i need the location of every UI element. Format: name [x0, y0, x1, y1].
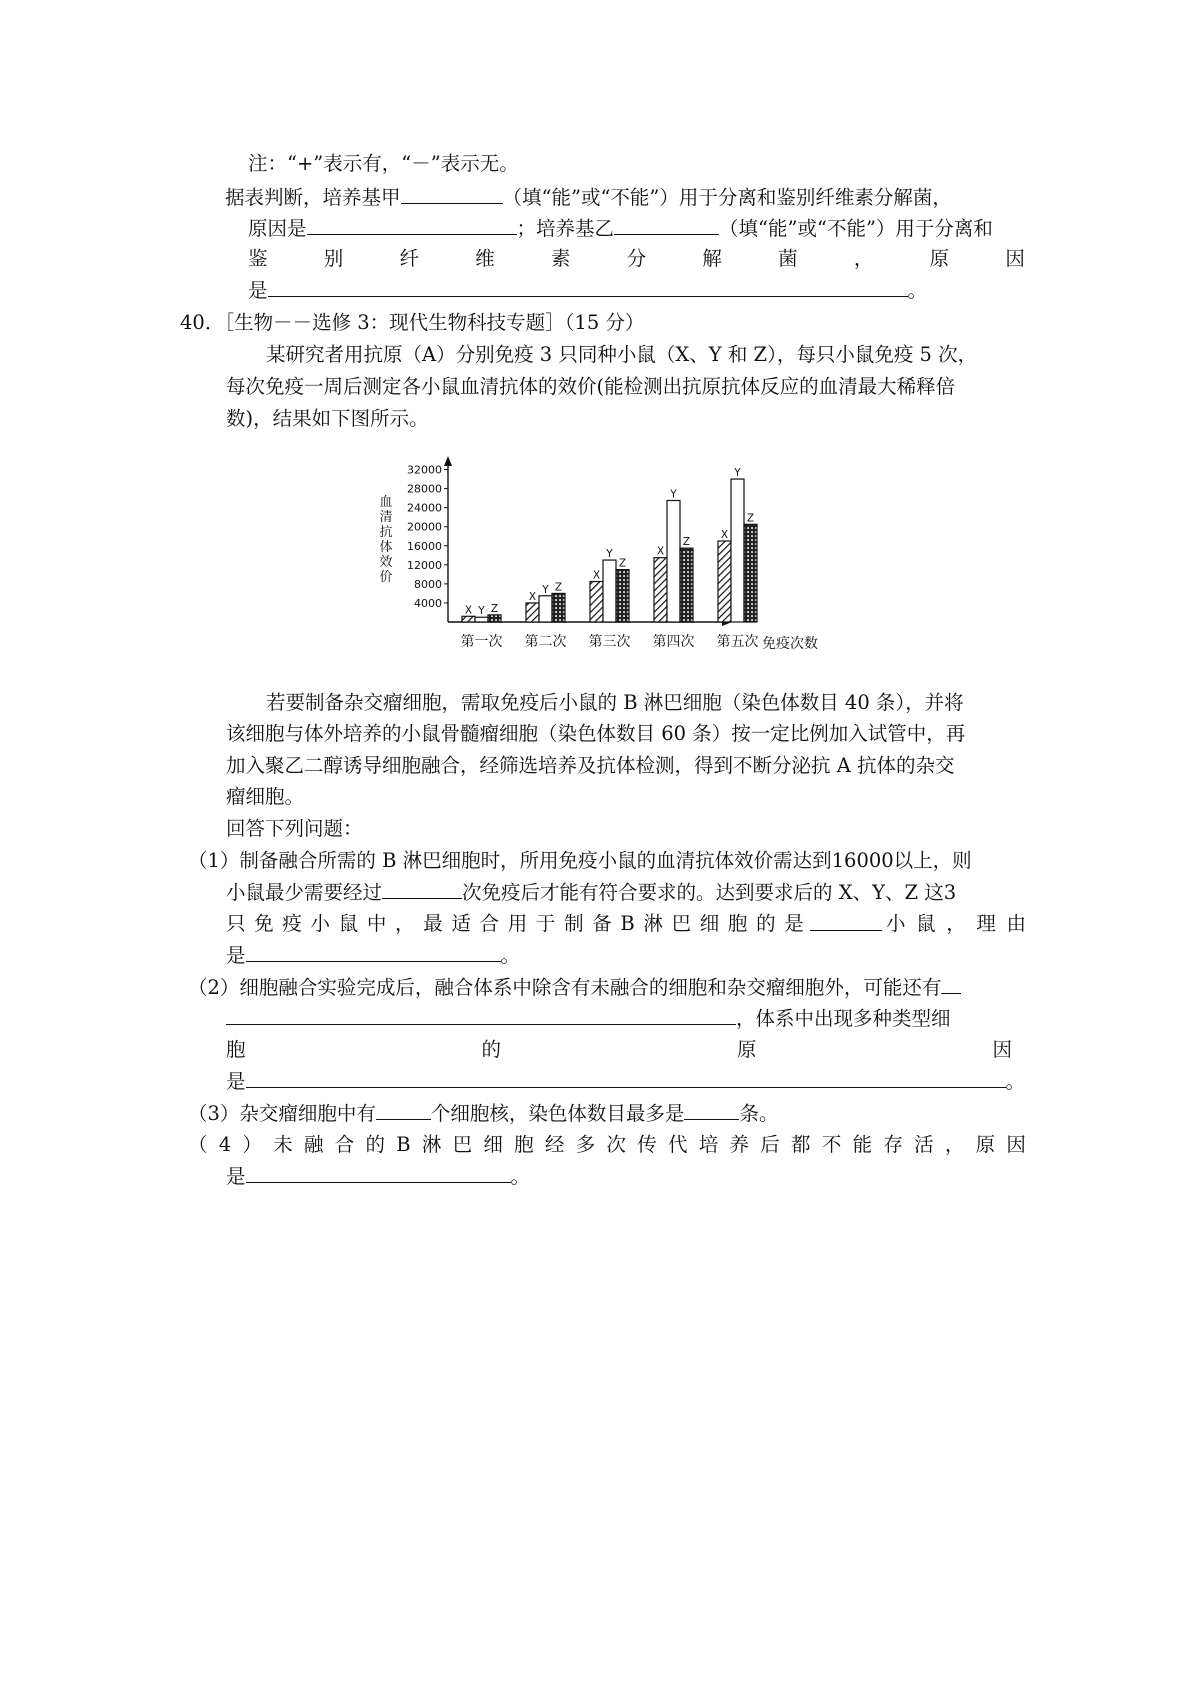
justified-char: 经	[544, 1133, 565, 1156]
bar-series-label: Y	[542, 583, 549, 596]
y-tick-label: 12000	[407, 558, 442, 572]
y-tick-label: 20000	[407, 520, 442, 534]
sub-question-1-line4: 是 。	[226, 941, 520, 970]
justified-char: 细	[483, 1133, 503, 1156]
y-tick-label: 16000	[407, 539, 442, 553]
justified-char: 解	[702, 247, 722, 270]
sub-question-2-line1: （2）细胞融合实验完成后，融合体系中除含有未融合的细胞和杂交瘤细胞外，可能还有	[188, 973, 961, 1002]
justified-char: 别	[323, 247, 344, 270]
justified-char: 因	[1006, 1133, 1026, 1156]
x-tick-label: 第一次	[460, 634, 503, 650]
justified-char: 都	[791, 1133, 811, 1156]
table-note: 注：“+”表示有，“－”表示无。	[248, 152, 519, 175]
y-axis-title-char: 抗	[379, 525, 393, 540]
justified-char: 合	[479, 912, 500, 935]
justified-char: 不	[821, 1133, 842, 1156]
justified-char: 胞	[514, 1133, 534, 1156]
justified-char: 淋	[421, 1133, 442, 1156]
bar	[552, 593, 565, 622]
justified-char: 原	[736, 1038, 757, 1061]
bar	[654, 558, 667, 622]
justified-char: 鉴	[248, 247, 268, 270]
justified-char: 最	[423, 912, 443, 935]
justified-char: 只	[226, 912, 246, 935]
q40-paragraph2-line3: 加入聚乙二醇诱导细胞融合，经筛选培养及抗体检测，得到不断分泌抗 A 抗体的杂交	[226, 754, 955, 777]
justified-char: 培	[698, 1133, 719, 1156]
y-tick-label: 28000	[407, 482, 442, 496]
justified-char: 合	[334, 1133, 355, 1156]
answer-blank-medium-b[interactable]	[614, 214, 719, 235]
bar-series-label: X	[592, 569, 601, 582]
justified-char: 鼠	[338, 912, 359, 935]
justified-char: 理	[976, 912, 996, 935]
bar	[731, 479, 744, 622]
justified-char: 能	[852, 1133, 873, 1156]
justified-char: 素	[550, 247, 571, 270]
sub-question-4-line2: 是 。	[226, 1162, 530, 1191]
justified-char: ，	[944, 1133, 965, 1156]
answer-blank-medium-a[interactable]	[401, 183, 503, 204]
justified-char: B	[396, 1133, 411, 1156]
q40-paragraph1-line1: 某研究者用抗原（A）分别免疫 3 只同种小鼠（X、Y 和 Z），每只小鼠免疫 5 次，	[266, 343, 978, 366]
sub-question-1-line3-text	[226, 910, 804, 938]
justified-char: 养	[729, 1133, 750, 1156]
y-tick-label: 32000	[407, 463, 442, 477]
x-tick-label: 第三次	[588, 634, 631, 650]
justified-char: 因	[1005, 247, 1025, 270]
question-40-header: 40．［生物－－选修 3：现代生物科技专题］（15 分）	[180, 311, 645, 334]
bar-series-label: Y	[606, 548, 613, 561]
sub-question-1-line1: （1）制备融合所需的 B 淋巴细胞时，所用免疫小鼠的血清抗体效价需达到16000以上，则	[188, 849, 972, 872]
y-axis-title-char: 血	[379, 495, 393, 510]
justified-char: B	[620, 912, 635, 935]
answer-blank-reason-b[interactable]	[268, 276, 908, 297]
bar	[680, 548, 693, 622]
justified-char: 后	[760, 1133, 780, 1156]
justified-char: 备	[592, 912, 612, 935]
answer-blank-nucleus-count[interactable]	[376, 1099, 431, 1120]
sub-question-3: （3）杂交瘤细胞中有 个细胞核，染色体数目最多是 条。	[188, 1099, 778, 1128]
justified-char: 的	[756, 912, 776, 935]
justified-char: 小	[310, 912, 331, 935]
bar	[590, 582, 603, 623]
q39-line-d: 是 。	[248, 276, 927, 305]
justified-char: 因	[992, 1038, 1012, 1061]
bar-series-label: Y	[478, 605, 485, 618]
x-tick-label: 第四次	[652, 634, 695, 650]
q39-line-b: 原因是 ；培养基乙 （填“能”或“不能”）用于分离和	[248, 214, 993, 243]
y-axis-title-char: 体	[379, 540, 393, 555]
x-tick-label: 第二次	[524, 634, 567, 650]
justified-char: 小	[886, 912, 906, 935]
bar	[744, 524, 757, 622]
justified-char: 分	[626, 247, 647, 270]
x-axis-title: 免疫次数	[762, 636, 818, 652]
justified-char: 维	[475, 247, 495, 270]
justified-char: 纤	[399, 247, 419, 270]
q39-line-a: 据表判断，培养基甲 （填“能”或“不能”）用于分离和鉴别纤维素分解菌，	[225, 183, 952, 212]
justified-char: 的	[481, 1038, 501, 1061]
bar-series-label: Z	[618, 557, 627, 570]
justified-char: 原	[975, 1133, 996, 1156]
justified-char: 存	[883, 1133, 903, 1156]
justified-char: 疫	[282, 912, 302, 935]
justified-char: ，	[395, 912, 415, 935]
q40-paragraph2-line2: 该细胞与体外培养的小鼠骨髓瘤细胞（染色体数目 60 条）按一定比例加入试管中，再	[226, 722, 966, 745]
justified-char: 巴	[671, 912, 692, 935]
bar	[616, 570, 629, 622]
justified-char: 是	[784, 912, 804, 935]
justified-char: 4	[218, 1133, 232, 1156]
bar-series-label: Z	[490, 602, 499, 615]
justified-char: 用	[507, 912, 528, 935]
y-tick-label: 24000	[407, 501, 442, 515]
y-tick-label: 4000	[414, 596, 442, 610]
sub-question-2-line4: 是 。	[226, 1067, 1025, 1096]
y-axis-title-char: 价	[379, 570, 393, 585]
bar	[667, 501, 680, 623]
answer-blank-reason-a[interactable]	[307, 214, 517, 235]
answer-blank-cells-start[interactable]	[941, 973, 961, 994]
sub-question-1-line3	[226, 910, 1026, 938]
bar	[462, 616, 475, 622]
answer-blank-other-cells[interactable]	[226, 1004, 736, 1025]
justified-char: （	[188, 1133, 208, 1156]
justified-char: 传	[637, 1133, 657, 1156]
bar-series-label: X	[464, 604, 473, 617]
justified-char: 细	[699, 912, 720, 935]
q40-paragraph1-line3: 数)，结果如下图所示。	[226, 407, 429, 430]
justified-char: ，	[946, 912, 966, 935]
justified-char: 中	[366, 912, 387, 935]
justified-char: 未	[273, 1133, 293, 1156]
justified-char: 的	[365, 1133, 386, 1156]
sub-question-1-line2: 小鼠最少需要经过 次免疫后才能有符合要求的。达到要求后的 X、Y、Z 这3	[226, 878, 956, 907]
bar	[526, 603, 539, 622]
justified-char: 活	[914, 1133, 934, 1156]
y-axis-arrow	[444, 456, 452, 466]
bar-series-label: Y	[734, 467, 741, 480]
sub-question-1-line3-tail	[886, 910, 1026, 938]
antibody-titer-bar-chart	[370, 450, 890, 665]
justified-char: 胞	[727, 912, 748, 935]
y-axis-title-char: 清	[379, 510, 393, 525]
justified-char: 胞	[226, 1038, 246, 1061]
answer-blank-reason-c[interactable]	[246, 941, 501, 962]
bar	[718, 541, 731, 622]
justified-char: 适	[451, 912, 471, 935]
q40-paragraph2-line4: 瘤细胞。	[226, 785, 305, 808]
answer-blank-immunization-count[interactable]	[382, 878, 462, 899]
answer-blank-chromosome-count[interactable]	[684, 1099, 739, 1120]
bar	[603, 560, 616, 622]
justified-char: ，	[853, 247, 874, 270]
justified-char: 免	[254, 912, 274, 935]
justified-char: 淋	[643, 912, 663, 935]
y-tick-label: 8000	[414, 577, 442, 591]
sub-question-2-line2: ，体系中出现多种类型细	[226, 1004, 951, 1033]
answer-blank-reason-d[interactable]	[246, 1067, 1006, 1088]
justified-char: 多	[575, 1133, 596, 1156]
bar-series-label: X	[720, 529, 729, 541]
bar-series-label: X	[656, 545, 665, 558]
justified-char: 由	[1006, 912, 1026, 935]
q40-paragraph2-line1: 若要制备杂交瘤细胞，需取免疫后小鼠的 B 淋巴细胞（染色体数目 40 条），并将	[266, 691, 964, 714]
q39-line-c	[248, 245, 1025, 273]
q40-paragraph1-line2: 每次免疫一周后测定各小鼠血清抗体的效价(能检测出抗原抗体反应的血清最大稀释倍	[226, 375, 956, 398]
bar-series-label: Z	[682, 536, 691, 549]
x-tick-label: 第五次	[716, 634, 759, 650]
bar	[475, 617, 488, 622]
justified-char: 鼠	[916, 912, 936, 935]
justified-char: 次	[606, 1133, 626, 1156]
justified-char: 融	[303, 1133, 324, 1156]
justified-char: 菌	[778, 247, 798, 270]
sub-question-4-line1	[188, 1131, 1026, 1159]
justified-char: 代	[667, 1133, 688, 1156]
justified-char: 制	[564, 912, 584, 935]
bar-series-label: Z	[746, 512, 755, 525]
justified-char: 原	[929, 247, 950, 270]
bar-series-label: Y	[670, 488, 677, 501]
bar	[488, 615, 501, 622]
sub-question-2-line3	[226, 1036, 1026, 1064]
answer-blank-reason-e[interactable]	[246, 1162, 511, 1183]
bar-series-label: Z	[554, 581, 563, 594]
bar	[539, 596, 552, 622]
justified-char: 于	[535, 912, 556, 935]
answer-blank-best-mouse[interactable]	[810, 910, 882, 931]
bar-series-label: X	[528, 590, 537, 603]
justified-char: ）	[242, 1133, 262, 1156]
justified-char: 巴	[452, 1133, 473, 1156]
y-axis-title-char: 效	[379, 555, 393, 570]
answer-prompt: 回答下列问题：	[226, 817, 363, 840]
